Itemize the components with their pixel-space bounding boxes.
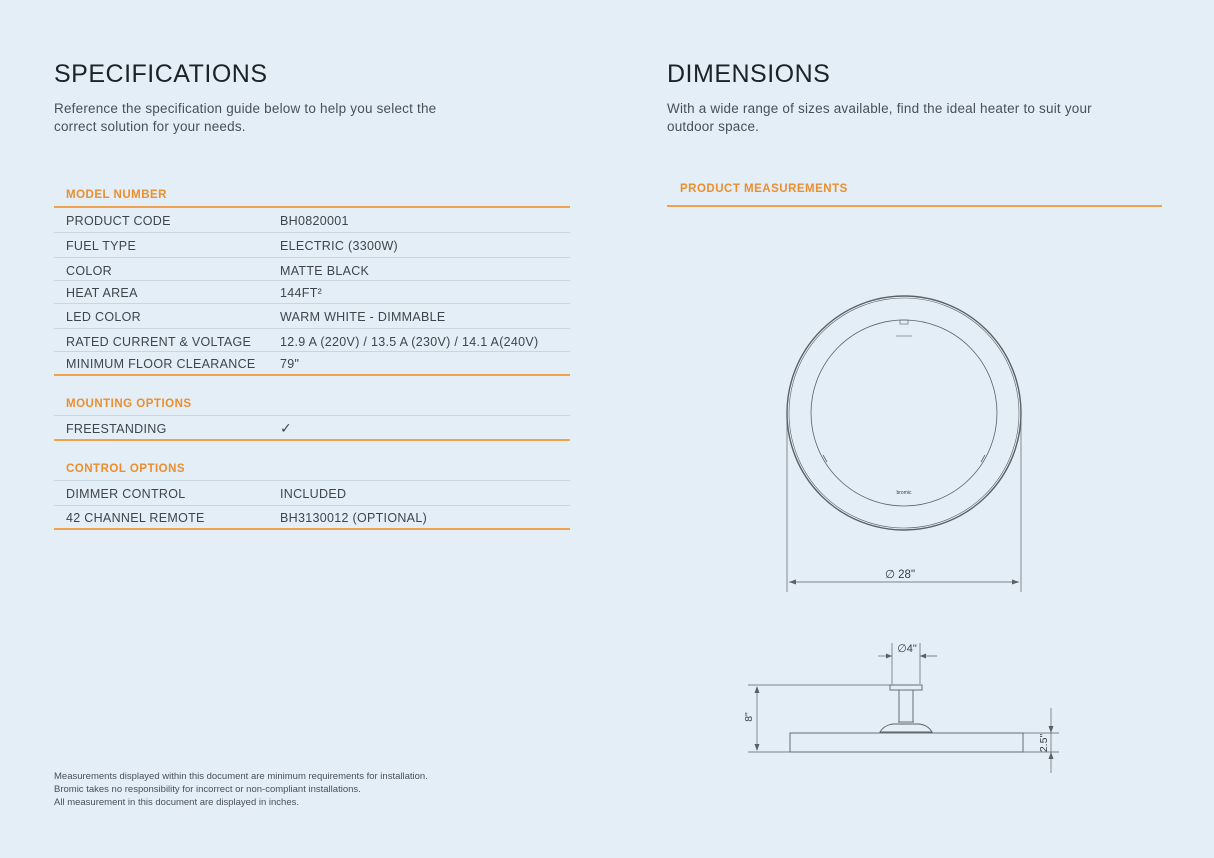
dimensions-intro: With a wide range of sizes available, find the ideal heater to suit your outdoor space. (667, 101, 1092, 134)
heater-side-view (790, 685, 1023, 752)
thickness-label: 2.5" (1038, 733, 1050, 753)
footer-line: Measurements displayed within this document are minimum requirements for installation. (54, 771, 428, 782)
spec-label: FREESTANDING (66, 422, 167, 436)
check-icon: ✓ (280, 420, 293, 436)
diameter-dimension (787, 413, 1021, 592)
heater-body (790, 733, 1023, 752)
spec-value: 79" (280, 357, 300, 371)
footer-line: All measurement in this document are displayed in inches. (54, 797, 300, 808)
spec-label: MINIMUM FLOOR CLEARANCE (66, 357, 256, 371)
height-dimension (748, 685, 895, 752)
top-bracket (900, 320, 908, 324)
pole-diameter-label: ∅4" (897, 643, 917, 655)
specifications-title: SPECIFICATIONS (54, 60, 268, 88)
inner-ring (811, 320, 997, 506)
specifications-intro: Reference the specification guide below to help you select the correct solution for your needs. (54, 101, 437, 134)
spec-label: RATED CURRENT & VOLTAGE (66, 335, 252, 349)
spec-label: HEAT AREA (66, 286, 138, 300)
spec-value: MATTE BLACK (280, 264, 370, 278)
dimensions-title: DIMENSIONS (667, 60, 831, 88)
spec-value: BH3130012 (OPTIONAL) (280, 511, 428, 525)
spec-label: DIMMER CONTROL (66, 487, 186, 501)
height-label: 8" (743, 712, 755, 722)
spec-value: WARM WHITE - DIMMABLE (280, 310, 446, 324)
spec-label: FUEL TYPE (66, 239, 137, 253)
footer-line: Bromic takes no responsibility for incorrect or non-compliant installations. (54, 784, 361, 795)
spec-value: ELECTRIC (3300W) (280, 239, 399, 253)
spec-label: PRODUCT CODE (66, 214, 171, 228)
section-heading-mounting-options: MOUNTING OPTIONS (66, 398, 192, 410)
spec-value: 12.9 A (220V) / 13.5 A (230V) / 14.1 A(240V) (280, 335, 539, 349)
spec-value: INCLUDED (280, 487, 347, 501)
spec-value: BH0820001 (280, 214, 349, 228)
spec-value: 144FT² (280, 286, 323, 300)
section-heading-control-options: CONTROL OPTIONS (66, 463, 186, 475)
spec-label: LED COLOR (66, 310, 141, 324)
clip-marks (823, 455, 985, 462)
spec-label: 42 CHANNEL REMOTE (66, 511, 205, 525)
brand-logo: bromic (896, 490, 912, 496)
ceiling-mount-plate (890, 685, 922, 690)
product-measurements-heading: PRODUCT MEASUREMENTS (680, 183, 848, 195)
spec-label: COLOR (66, 264, 112, 278)
diameter-label: ∅ 28" (884, 569, 916, 581)
canopy (880, 724, 932, 732)
section-heading-model-number: MODEL NUMBER (66, 189, 167, 201)
